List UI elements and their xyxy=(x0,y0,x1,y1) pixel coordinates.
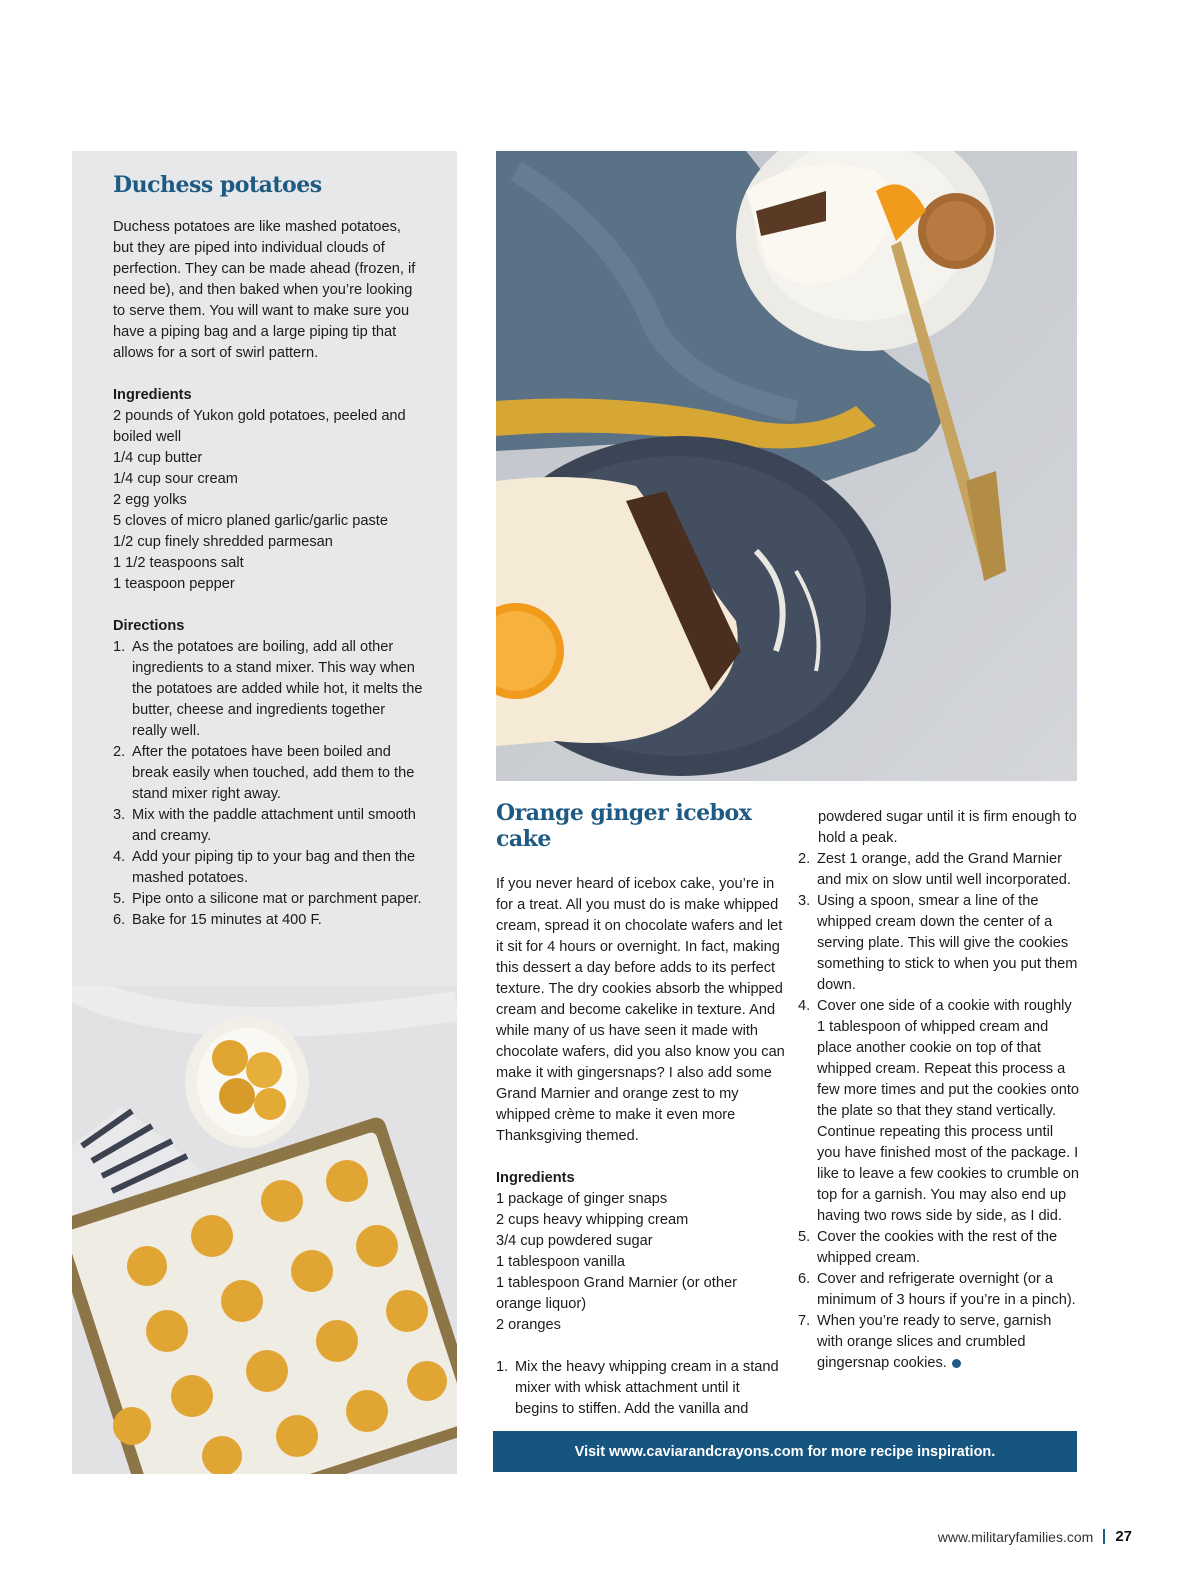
ingredient-item: 1 1/2 teaspoons salt xyxy=(113,555,244,571)
step-text: Mix with the paddle attachment until smooth and creamy. xyxy=(132,807,416,844)
ingredient-item: 2 pounds of Yukon gold potatoes, peeled and boiled well xyxy=(113,408,406,445)
step-number: 3. xyxy=(113,807,126,823)
ingredient-item: 2 cups heavy whipping cream xyxy=(496,1212,689,1228)
duchess-potatoes-illustration xyxy=(72,986,457,1474)
step-text: When you’re ready to serve, garnish with orange slices and crumbled gingersnap cookies. xyxy=(817,1313,1052,1371)
duchess-potatoes-photo xyxy=(72,986,457,1474)
ingredient-item: 1 package of ginger snaps xyxy=(496,1191,668,1207)
step-number: 6. xyxy=(798,1271,811,1287)
footer-divider xyxy=(1103,1529,1105,1544)
ingredient-item: 1/2 cup finely shredded parmesan xyxy=(113,534,333,550)
end-mark-icon xyxy=(952,1359,961,1368)
icebox-cake-illustration xyxy=(496,151,1077,781)
icebox-step-1 xyxy=(496,1357,786,1420)
icebox-intro: If you never heard of icebox cake, you’re in for a treat. All you must do is make whipped cream, spread it on chocolate wafers and let it sit for 4 hours or overnight. In fact, making this dessert a day before adds to its perfect texture. The dry cookies absorb the whipped cream and become cakelike in texture. And while many of us have seen it made with chocolate wafers, did you also know you can make it with gingersnaps? I also add some Grand Marnier and orange zest to my whipped crème to make it even more Thanksgiving themed. xyxy=(496,876,785,1144)
ingredient-item: 2 oranges xyxy=(496,1317,561,1333)
direction-step xyxy=(798,1227,1080,1269)
duchess-recipe xyxy=(113,172,423,931)
direction-step xyxy=(113,910,423,931)
footer-site: www.militaryfamilies.com xyxy=(937,1528,1094,1545)
direction-step xyxy=(798,891,1080,996)
step-number: 7. xyxy=(798,1313,811,1329)
step-number: 1. xyxy=(113,639,126,655)
icebox-title: Orange ginger icebox cake xyxy=(496,800,752,852)
step-text: Cover the cookies with the rest of the whipped cream. xyxy=(817,1229,1058,1266)
direction-step xyxy=(798,996,1080,1227)
step-number: 2. xyxy=(798,851,811,867)
duchess-directions-list xyxy=(113,637,423,931)
ingredient-item: 1/4 cup butter xyxy=(113,450,203,466)
icebox-cake-photo xyxy=(496,151,1077,781)
step-number: 4. xyxy=(798,998,811,1014)
step-number: 5. xyxy=(113,891,126,907)
ingredient-item: 1 tablespoon Grand Marnier (or other orange liquor) xyxy=(496,1275,737,1312)
ingredient-item: 1/4 cup sour cream xyxy=(113,471,238,487)
ingredient-item: 1 tablespoon vanilla xyxy=(496,1254,626,1270)
direction-step xyxy=(113,889,423,910)
icebox-steps-list xyxy=(798,849,1080,1374)
duchess-ingredients-list xyxy=(113,406,423,595)
step-number: 4. xyxy=(113,849,126,865)
ingredient-item: 5 cloves of micro planed garlic/garlic paste xyxy=(113,513,388,529)
step-text: Mix the heavy whipping cream in a stand mixer with whisk attachment until it begins to stiffen. Add the vanilla and xyxy=(515,1359,779,1417)
icebox-column-2 xyxy=(798,807,1080,1374)
step-text: Add your piping tip to your bag and then the mashed potatoes. xyxy=(132,849,416,886)
step-text: Cover one side of a cookie with roughly 1 tablespoon of whipped cream and place another cookie on top of that whipped cream. Repeat this process a few more times and put the cookies onto the plate so that they stand vertically. Continue repeating this process until you have finished most of the package. I like to leave a few cookies to crumble on top for a garnish. You may also end up having two rows side by side, as I did. xyxy=(817,998,1080,1224)
page-footer xyxy=(938,1528,1132,1545)
duchess-intro: Duchess potatoes are like mashed potatoes, but they are piped into individual clouds of perfection. They can be made ahead (frozen, if need be), and then baked when you’re looking to serve them. You will want to make sure you have a piping bag and a large piping tip that allows for a sort of swirl pattern. xyxy=(113,219,416,361)
step-number: 1. xyxy=(496,1359,509,1375)
step-number: 5. xyxy=(798,1229,811,1245)
icebox-ingredients-heading: Ingredients xyxy=(496,1170,575,1186)
step-text: As the potatoes are boiling, add all other ingredients to a stand mixer. This way when the potatoes are added while hot, it melts the butter, cheese and ingredients together really well. xyxy=(132,639,423,739)
ingredient-item: 1 teaspoon pepper xyxy=(113,576,235,592)
step-number: 3. xyxy=(798,893,811,909)
direction-step xyxy=(113,847,423,889)
duchess-title: Duchess potatoes xyxy=(113,172,322,198)
duchess-ingredients-heading: Ingredients xyxy=(113,387,192,403)
icebox-column-1 xyxy=(496,800,786,1420)
page-number: 27 xyxy=(1115,1528,1132,1545)
direction-step xyxy=(798,1311,1080,1374)
step-text: Bake for 15 minutes at 400 F. xyxy=(132,912,322,928)
step-text: After the potatoes have been boiled and break easily when touched, add them to the stand mixer right away. xyxy=(132,744,415,802)
duchess-directions-heading: Directions xyxy=(113,618,185,634)
direction-step xyxy=(113,805,423,847)
step-text: Pipe onto a silicone mat or parchment paper. xyxy=(132,891,422,907)
ingredient-item: 3/4 cup powdered sugar xyxy=(496,1233,653,1249)
step-number: 2. xyxy=(113,744,126,760)
ingredient-item: 2 egg yolks xyxy=(113,492,187,508)
direction-step xyxy=(113,742,423,805)
direction-step xyxy=(113,637,423,742)
step-text: Using a spoon, smear a line of the whipped cream down the center of a serving plate. This will give the cookies something to stick to when you put them down. xyxy=(817,893,1078,993)
step-number: 6. xyxy=(113,912,126,928)
icebox-step-1-continued: powdered sugar until it is firm enough to hold a peak. xyxy=(818,809,1077,846)
icebox-step-1-item xyxy=(496,1357,786,1420)
direction-step xyxy=(798,849,1080,891)
step-text: Zest 1 orange, add the Grand Marnier and mix on slow until well incorporated. xyxy=(817,851,1071,888)
icebox-ingredients-list xyxy=(496,1189,786,1336)
direction-step xyxy=(798,1269,1080,1311)
step-text: Cover and refrigerate overnight (or a minimum of 3 hours if you’re in a pinch). xyxy=(817,1271,1076,1308)
recipe-inspiration-banner: Visit www.caviarandcrayons.com for more recipe inspiration. xyxy=(493,1431,1077,1472)
